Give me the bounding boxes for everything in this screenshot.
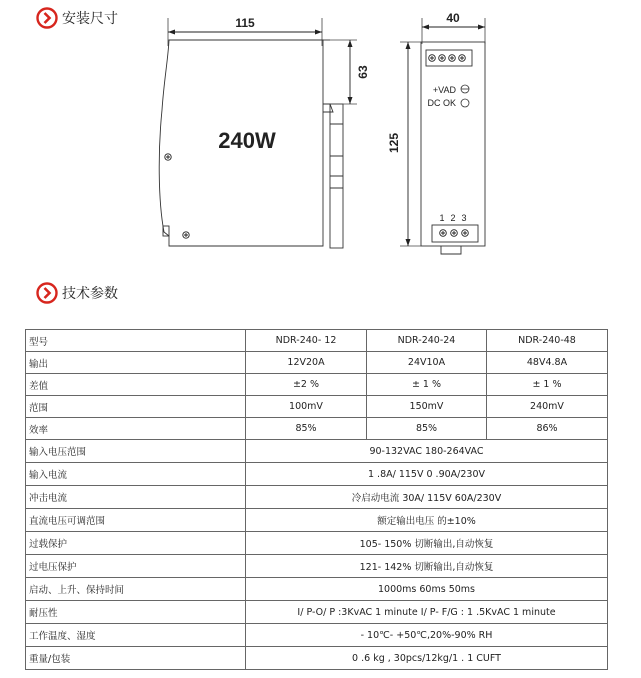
width-label: 115 bbox=[235, 16, 255, 30]
dimensions-title: 安装尺寸 bbox=[62, 11, 118, 27]
model-power-label: 240W bbox=[218, 128, 276, 153]
cell-value: 冷启动电流 30A/ 115V 60A/230V bbox=[246, 486, 608, 509]
top-terminal-screws bbox=[429, 55, 466, 62]
table-row bbox=[26, 555, 608, 578]
row-label: 冲击电流 bbox=[26, 486, 246, 509]
chevron-circle-icon bbox=[36, 282, 58, 304]
row-label: 输入电流 bbox=[26, 463, 246, 486]
row-label: 输入电压范围 bbox=[26, 440, 246, 463]
row-label: 直流电压可调范围 bbox=[26, 509, 246, 532]
table-row bbox=[26, 578, 608, 601]
table-row bbox=[26, 647, 608, 670]
section-heading-specs bbox=[36, 282, 118, 304]
front-screws bbox=[165, 154, 189, 238]
vadj-potentiometer-icon bbox=[461, 85, 469, 93]
cell-value: 121- 142% 切断输出,自动恢复 bbox=[246, 555, 608, 578]
cell-value: 1 .8A/ 115V 0 .90A/230V bbox=[246, 463, 608, 486]
cell-value: I/ P-O/ P :3KvAC 1 minute I/ P- F/G : 1 .5KvAC 1 minute bbox=[246, 601, 608, 624]
top-offset-label: 63 bbox=[356, 65, 370, 79]
top-offset-dimension bbox=[325, 40, 370, 104]
row-label: 过电压保护 bbox=[26, 555, 246, 578]
cell-value: 1000ms 60ms 50ms bbox=[246, 578, 608, 601]
height-dimension bbox=[387, 42, 421, 246]
bottom-terminal-screws bbox=[440, 230, 469, 237]
depth-dimension bbox=[422, 11, 485, 44]
cell-value: 100mV bbox=[246, 396, 367, 418]
cell-value: ± 1 % bbox=[487, 374, 608, 396]
table-row bbox=[26, 352, 608, 374]
row-label: 输出 bbox=[26, 352, 246, 374]
cell-value: NDR-240-48 bbox=[487, 330, 608, 352]
cell-value: 48V4.8A bbox=[487, 352, 608, 374]
table-row bbox=[26, 396, 608, 418]
cell-value: 86% bbox=[487, 418, 608, 440]
cell-value: 24V10A bbox=[367, 352, 487, 374]
cell-value: 额定输出电压 的±10% bbox=[246, 509, 608, 532]
table-row bbox=[26, 601, 608, 624]
row-label: 范围 bbox=[26, 396, 246, 418]
row-label: 工作温度、湿度 bbox=[26, 624, 246, 647]
cell-value: - 10℃- +50℃,20%-90% RH bbox=[246, 624, 608, 647]
row-label: 效率 bbox=[26, 418, 246, 440]
dimension-drawing bbox=[0, 0, 641, 270]
cell-value: 0 .6 kg , 30pcs/12kg/1 . 1 CUFT bbox=[246, 647, 608, 670]
row-label: 重量/包装 bbox=[26, 647, 246, 670]
row-label: 耐压性 bbox=[26, 601, 246, 624]
table-row bbox=[26, 440, 608, 463]
cell-value: 105- 150% 切断输出,自动恢复 bbox=[246, 532, 608, 555]
cell-value: 240mV bbox=[487, 396, 608, 418]
cell-value: ±2 % bbox=[246, 374, 367, 396]
table-row bbox=[26, 624, 608, 647]
vadj-label: +VAD bbox=[432, 85, 456, 95]
row-label: 过载保护 bbox=[26, 532, 246, 555]
table-row bbox=[26, 418, 608, 440]
row-label: 差值 bbox=[26, 374, 246, 396]
dcok-led-icon bbox=[461, 99, 469, 107]
table-row bbox=[26, 486, 608, 509]
spec-table bbox=[25, 329, 608, 670]
depth-label: 40 bbox=[446, 11, 460, 25]
dcok-label: DC OK bbox=[427, 98, 456, 108]
table-row bbox=[26, 463, 608, 486]
cell-value: 85% bbox=[367, 418, 487, 440]
cell-value: 85% bbox=[246, 418, 367, 440]
table-row bbox=[26, 509, 608, 532]
table-row bbox=[26, 330, 608, 352]
cell-value: NDR-240-24 bbox=[367, 330, 487, 352]
row-label: 启动、上升、保持时间 bbox=[26, 578, 246, 601]
table-row bbox=[26, 374, 608, 396]
height-label: 125 bbox=[387, 132, 401, 154]
cell-value: 12V20A bbox=[246, 352, 367, 374]
width-dimension bbox=[168, 16, 322, 46]
row-label: 型号 bbox=[26, 330, 246, 352]
pin-label-2: 2 bbox=[450, 213, 456, 223]
cell-value: ± 1 % bbox=[367, 374, 487, 396]
specs-title: 技术参数 bbox=[62, 286, 118, 302]
cell-value: 90-132VAC 180-264VAC bbox=[246, 440, 608, 463]
pin-label-1: 1 bbox=[439, 213, 445, 223]
pin-label-3: 3 bbox=[461, 213, 467, 223]
cell-value: NDR-240- 12 bbox=[246, 330, 367, 352]
cell-value: 150mV bbox=[367, 396, 487, 418]
table-row bbox=[26, 532, 608, 555]
